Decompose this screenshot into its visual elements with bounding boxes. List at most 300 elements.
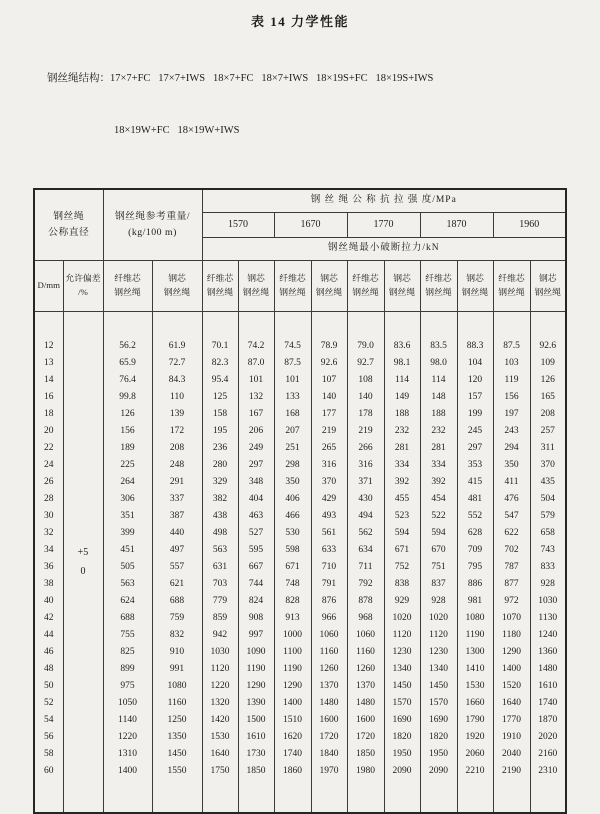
value-cell: 624 xyxy=(103,592,152,609)
value-cell: 981 xyxy=(457,592,493,609)
value-cell: 392 xyxy=(420,473,457,490)
table-row xyxy=(34,694,566,711)
value-cell: 249 xyxy=(238,439,274,456)
value-cell: 297 xyxy=(457,439,493,456)
diameter-cell: 44 xyxy=(34,626,63,643)
value-cell: 2210 xyxy=(457,762,493,779)
header-diameter-group-line2: 公称直径 xyxy=(35,225,103,240)
value-cell: 1220 xyxy=(103,728,152,745)
value-cell: 1290 xyxy=(238,677,274,694)
value-cell: 208 xyxy=(152,439,202,456)
empty-cell xyxy=(152,779,202,813)
value-cell: 1480 xyxy=(311,694,347,711)
diameter-cell: 14 xyxy=(34,371,63,388)
value-cell: 108 xyxy=(347,371,384,388)
value-cell: 1400 xyxy=(103,762,152,779)
diameter-cell: 50 xyxy=(34,677,63,694)
value-cell: 1090 xyxy=(238,643,274,660)
value-cell: 667 xyxy=(238,558,274,575)
value-cell: 114 xyxy=(420,371,457,388)
value-cell: 779 xyxy=(202,592,238,609)
value-cell: 671 xyxy=(274,558,311,575)
empty-cell xyxy=(420,311,457,337)
value-cell: 311 xyxy=(530,439,566,456)
empty-cell xyxy=(274,779,311,813)
value-cell: 1160 xyxy=(152,694,202,711)
value-cell: 266 xyxy=(347,439,384,456)
value-cell: 563 xyxy=(103,575,152,592)
value-cell: 2310 xyxy=(530,762,566,779)
value-cell: 1160 xyxy=(311,643,347,660)
value-cell: 1340 xyxy=(420,660,457,677)
value-cell: 158 xyxy=(202,405,238,422)
value-cell: 1970 xyxy=(311,762,347,779)
fiber-core-header: 纤维芯 钢丝绳 xyxy=(103,260,152,311)
diameter-cell: 30 xyxy=(34,507,63,524)
value-cell: 579 xyxy=(530,507,566,524)
value-cell: 1060 xyxy=(311,626,347,643)
value-cell: 710 xyxy=(311,558,347,575)
rope-structure-line2: 18×19W+FC 18×19W+IWS xyxy=(114,122,600,139)
mechanical-properties-table xyxy=(33,188,567,814)
value-cell: 103 xyxy=(493,354,530,371)
diameter-cell: 18 xyxy=(34,405,63,422)
table-row xyxy=(34,643,566,660)
value-cell: 929 xyxy=(384,592,420,609)
header-diameter-group-line1: 钢丝绳 xyxy=(35,209,103,224)
value-cell: 65.9 xyxy=(103,354,152,371)
value-cell: 206 xyxy=(238,422,274,439)
diameter-cell: 56 xyxy=(34,728,63,745)
value-cell: 99.8 xyxy=(103,388,152,405)
empty-cell xyxy=(457,779,493,813)
value-cell: 1530 xyxy=(202,728,238,745)
rope-structure-note xyxy=(47,35,600,174)
value-cell: 2160 xyxy=(530,745,566,762)
table-row xyxy=(34,473,566,490)
strength-value-header: 1570 xyxy=(202,212,274,237)
value-cell: 70.1 xyxy=(202,337,238,354)
value-cell: 1740 xyxy=(274,745,311,762)
steel-core-header: 钢芯 钢丝绳 xyxy=(530,260,566,311)
value-cell: 140 xyxy=(347,388,384,405)
table-row xyxy=(34,439,566,456)
value-cell: 1260 xyxy=(311,660,347,677)
value-cell: 133 xyxy=(274,388,311,405)
value-cell: 1390 xyxy=(238,694,274,711)
empty-cell xyxy=(530,779,566,813)
value-cell: 530 xyxy=(274,524,311,541)
header-weight-group-line2: (kg/100 m) xyxy=(104,225,202,240)
value-cell: 74.2 xyxy=(238,337,274,354)
value-cell: 1620 xyxy=(274,728,311,745)
value-cell: 752 xyxy=(384,558,420,575)
steel-core-header: 钢芯 钢丝绳 xyxy=(311,260,347,311)
value-cell: 748 xyxy=(274,575,311,592)
value-cell: 95.4 xyxy=(202,371,238,388)
value-cell: 795 xyxy=(457,558,493,575)
value-cell: 688 xyxy=(152,592,202,609)
value-cell: 316 xyxy=(311,456,347,473)
table-row xyxy=(34,660,566,677)
value-cell: 832 xyxy=(152,626,202,643)
value-cell: 1140 xyxy=(103,711,152,728)
value-cell: 291 xyxy=(152,473,202,490)
empty-cell xyxy=(311,779,347,813)
value-cell: 125 xyxy=(202,388,238,405)
empty-cell xyxy=(238,311,274,337)
table-row xyxy=(34,371,566,388)
value-cell: 876 xyxy=(311,592,347,609)
empty-cell xyxy=(420,779,457,813)
value-cell: 968 xyxy=(347,609,384,626)
value-cell: 1230 xyxy=(420,643,457,660)
value-cell: 298 xyxy=(274,456,311,473)
value-cell: 522 xyxy=(420,507,457,524)
table-row xyxy=(34,388,566,405)
tolerance-value-cell: +5 0 xyxy=(63,311,103,813)
value-cell: 455 xyxy=(384,490,420,507)
value-cell: 561 xyxy=(311,524,347,541)
value-cell: 1450 xyxy=(152,745,202,762)
diameter-cell: 54 xyxy=(34,711,63,728)
value-cell: 371 xyxy=(347,473,384,490)
value-cell: 61.9 xyxy=(152,337,202,354)
value-cell: 670 xyxy=(420,541,457,558)
value-cell: 281 xyxy=(420,439,457,456)
diameter-cell: 13 xyxy=(34,354,63,371)
value-cell: 751 xyxy=(420,558,457,575)
strength-value-header: 1870 xyxy=(420,212,493,237)
value-cell: 557 xyxy=(152,558,202,575)
value-cell: 110 xyxy=(152,388,202,405)
header-strength-group: 钢 丝 绳 公 称 抗 拉 强 度/MPa xyxy=(202,189,566,213)
empty-cell xyxy=(274,311,311,337)
value-cell: 294 xyxy=(493,439,530,456)
value-cell: 1480 xyxy=(347,694,384,711)
value-cell: 1480 xyxy=(530,660,566,677)
value-cell: 1610 xyxy=(238,728,274,745)
value-cell: 1720 xyxy=(347,728,384,745)
value-cell: 1840 xyxy=(311,745,347,762)
empty-cell xyxy=(34,779,63,813)
rope-structure-line1 xyxy=(47,70,600,87)
value-cell: 547 xyxy=(493,507,530,524)
value-cell: 833 xyxy=(530,558,566,575)
value-cell: 1950 xyxy=(384,745,420,762)
value-cell: 828 xyxy=(274,592,311,609)
value-cell: 370 xyxy=(311,473,347,490)
value-cell: 232 xyxy=(420,422,457,439)
table-row xyxy=(34,558,566,575)
value-cell: 1020 xyxy=(384,609,420,626)
value-cell: 1660 xyxy=(457,694,493,711)
value-cell: 177 xyxy=(311,405,347,422)
diameter-cell: 40 xyxy=(34,592,63,609)
table-row xyxy=(34,575,566,592)
value-cell: 966 xyxy=(311,609,347,626)
table-row xyxy=(34,711,566,728)
value-cell: 243 xyxy=(493,422,530,439)
value-cell: 101 xyxy=(238,371,274,388)
strength-value-header: 1770 xyxy=(347,212,420,237)
value-cell: 404 xyxy=(238,490,274,507)
value-cell: 195 xyxy=(202,422,238,439)
value-cell: 148 xyxy=(420,388,457,405)
value-cell: 759 xyxy=(152,609,202,626)
diameter-cell: 34 xyxy=(34,541,63,558)
value-cell: 658 xyxy=(530,524,566,541)
value-cell: 1250 xyxy=(152,711,202,728)
value-cell: 991 xyxy=(152,660,202,677)
value-cell: 350 xyxy=(274,473,311,490)
value-cell: 370 xyxy=(530,456,566,473)
value-cell: 942 xyxy=(202,626,238,643)
value-cell: 838 xyxy=(384,575,420,592)
diameter-cell: 12 xyxy=(34,337,63,354)
value-cell: 1400 xyxy=(274,694,311,711)
empty-cell xyxy=(347,779,384,813)
value-cell: 1750 xyxy=(202,762,238,779)
value-cell: 264 xyxy=(103,473,152,490)
value-cell: 348 xyxy=(238,473,274,490)
value-cell: 1320 xyxy=(202,694,238,711)
value-cell: 251 xyxy=(274,439,311,456)
empty-cell xyxy=(34,311,63,337)
value-cell: 126 xyxy=(103,405,152,422)
value-cell: 1730 xyxy=(238,745,274,762)
value-cell: 219 xyxy=(347,422,384,439)
value-cell: 88.3 xyxy=(457,337,493,354)
table-row xyxy=(34,354,566,371)
diameter-cell: 28 xyxy=(34,490,63,507)
value-cell: 149 xyxy=(384,388,420,405)
value-cell: 1290 xyxy=(274,677,311,694)
diameter-cell: 16 xyxy=(34,388,63,405)
value-cell: 1160 xyxy=(347,643,384,660)
value-cell: 316 xyxy=(347,456,384,473)
diameter-cell: 22 xyxy=(34,439,63,456)
empty-cell xyxy=(103,311,152,337)
value-cell: 594 xyxy=(384,524,420,541)
value-cell: 207 xyxy=(274,422,311,439)
value-cell: 1120 xyxy=(384,626,420,643)
value-cell: 415 xyxy=(457,473,493,490)
value-cell: 498 xyxy=(202,524,238,541)
value-cell: 2060 xyxy=(457,745,493,762)
steel-core-header: 钢芯 钢丝绳 xyxy=(152,260,202,311)
value-cell: 552 xyxy=(457,507,493,524)
spacer-row xyxy=(34,779,566,813)
value-cell: 281 xyxy=(384,439,420,456)
value-cell: 334 xyxy=(420,456,457,473)
value-cell: 1310 xyxy=(103,745,152,762)
steel-core-header: 钢芯 钢丝绳 xyxy=(238,260,274,311)
value-cell: 1060 xyxy=(347,626,384,643)
value-cell: 1410 xyxy=(457,660,493,677)
diameter-column-header: D/mm xyxy=(34,260,63,311)
value-cell: 899 xyxy=(103,660,152,677)
value-cell: 1600 xyxy=(347,711,384,728)
value-cell: 438 xyxy=(202,507,238,524)
value-cell: 334 xyxy=(384,456,420,473)
value-cell: 1820 xyxy=(420,728,457,745)
value-cell: 387 xyxy=(152,507,202,524)
value-cell: 114 xyxy=(384,371,420,388)
value-cell: 1350 xyxy=(152,728,202,745)
value-cell: 1130 xyxy=(530,609,566,626)
value-cell: 824 xyxy=(238,592,274,609)
value-cell: 79.0 xyxy=(347,337,384,354)
value-cell: 1190 xyxy=(238,660,274,677)
empty-cell xyxy=(103,779,152,813)
table-row xyxy=(34,524,566,541)
value-cell: 1450 xyxy=(384,677,420,694)
empty-cell xyxy=(530,311,566,337)
value-cell: 562 xyxy=(347,524,384,541)
value-cell: 232 xyxy=(384,422,420,439)
value-cell: 219 xyxy=(311,422,347,439)
value-cell: 76.4 xyxy=(103,371,152,388)
header-diameter-group xyxy=(34,189,103,261)
value-cell: 1850 xyxy=(347,745,384,762)
value-cell: 1120 xyxy=(420,626,457,643)
value-cell: 877 xyxy=(493,575,530,592)
empty-cell xyxy=(238,779,274,813)
value-cell: 886 xyxy=(457,575,493,592)
value-cell: 1570 xyxy=(420,694,457,711)
value-cell: 621 xyxy=(152,575,202,592)
value-cell: 628 xyxy=(457,524,493,541)
value-cell: 1600 xyxy=(311,711,347,728)
table-row xyxy=(34,456,566,473)
value-cell: 165 xyxy=(530,388,566,405)
value-cell: 504 xyxy=(530,490,566,507)
value-cell: 429 xyxy=(311,490,347,507)
value-cell: 120 xyxy=(457,371,493,388)
value-cell: 1340 xyxy=(384,660,420,677)
value-cell: 83.5 xyxy=(420,337,457,354)
value-cell: 2020 xyxy=(530,728,566,745)
value-cell: 1770 xyxy=(493,711,530,728)
empty-cell xyxy=(384,311,420,337)
value-cell: 87.0 xyxy=(238,354,274,371)
value-cell: 392 xyxy=(384,473,420,490)
column-subheader-row xyxy=(34,260,566,311)
value-cell: 787 xyxy=(493,558,530,575)
value-cell: 225 xyxy=(103,456,152,473)
value-cell: 1030 xyxy=(530,592,566,609)
value-cell: 107 xyxy=(311,371,347,388)
value-cell: 83.6 xyxy=(384,337,420,354)
value-cell: 280 xyxy=(202,456,238,473)
diameter-cell: 48 xyxy=(34,660,63,677)
value-cell: 1550 xyxy=(152,762,202,779)
value-cell: 1570 xyxy=(384,694,420,711)
value-cell: 337 xyxy=(152,490,202,507)
value-cell: 1020 xyxy=(420,609,457,626)
value-cell: 98.0 xyxy=(420,354,457,371)
steel-core-header: 钢芯 钢丝绳 xyxy=(457,260,493,311)
value-cell: 1500 xyxy=(238,711,274,728)
empty-cell xyxy=(493,779,530,813)
value-cell: 157 xyxy=(457,388,493,405)
value-cell: 975 xyxy=(103,677,152,694)
tolerance-column-header: 允许偏差 /% xyxy=(63,260,103,311)
value-cell: 1290 xyxy=(493,643,530,660)
rope-structure-values: 17×7+FC 17×7+IWS 18×7+FC 18×7+IWS 18×19S+FC 18×19S+IWS xyxy=(110,73,433,84)
table-row xyxy=(34,422,566,439)
value-cell: 265 xyxy=(311,439,347,456)
table-row xyxy=(34,609,566,626)
fiber-core-header: 纤维芯 钢丝绳 xyxy=(420,260,457,311)
header-breaking-force: 钢丝绳最小破断拉力/kN xyxy=(202,237,566,260)
value-cell: 78.9 xyxy=(311,337,347,354)
value-cell: 494 xyxy=(347,507,384,524)
value-cell: 1190 xyxy=(274,660,311,677)
empty-cell xyxy=(347,311,384,337)
table-row xyxy=(34,677,566,694)
fiber-core-header: 纤维芯 钢丝绳 xyxy=(493,260,530,311)
diameter-cell: 38 xyxy=(34,575,63,592)
value-cell: 1120 xyxy=(202,660,238,677)
diameter-cell: 24 xyxy=(34,456,63,473)
value-cell: 1640 xyxy=(202,745,238,762)
value-cell: 792 xyxy=(347,575,384,592)
value-cell: 56.2 xyxy=(103,337,152,354)
value-cell: 1050 xyxy=(103,694,152,711)
value-cell: 72.7 xyxy=(152,354,202,371)
value-cell: 188 xyxy=(420,405,457,422)
value-cell: 1080 xyxy=(152,677,202,694)
value-cell: 859 xyxy=(202,609,238,626)
value-cell: 156 xyxy=(103,422,152,439)
value-cell: 1100 xyxy=(274,643,311,660)
value-cell: 744 xyxy=(238,575,274,592)
value-cell: 1370 xyxy=(311,677,347,694)
value-cell: 493 xyxy=(311,507,347,524)
diameter-cell: 32 xyxy=(34,524,63,541)
value-cell: 463 xyxy=(238,507,274,524)
value-cell: 1690 xyxy=(420,711,457,728)
value-cell: 109 xyxy=(530,354,566,371)
value-cell: 1080 xyxy=(457,609,493,626)
value-cell: 132 xyxy=(238,388,274,405)
fiber-core-header: 纤维芯 钢丝绳 xyxy=(202,260,238,311)
steel-core-header: 钢芯 钢丝绳 xyxy=(384,260,420,311)
value-cell: 156 xyxy=(493,388,530,405)
table-row xyxy=(34,405,566,422)
value-cell: 1240 xyxy=(530,626,566,643)
value-cell: 1640 xyxy=(493,694,530,711)
value-cell: 101 xyxy=(274,371,311,388)
value-cell: 2090 xyxy=(384,762,420,779)
value-cell: 454 xyxy=(420,490,457,507)
value-cell: 440 xyxy=(152,524,202,541)
fiber-core-header: 纤维芯 钢丝绳 xyxy=(274,260,311,311)
value-cell: 791 xyxy=(311,575,347,592)
table-row xyxy=(34,507,566,524)
value-cell: 1720 xyxy=(311,728,347,745)
header-weight-group xyxy=(103,189,202,261)
value-cell: 98.1 xyxy=(384,354,420,371)
empty-cell xyxy=(152,311,202,337)
header-weight-group-line1: 钢丝绳参考重量/ xyxy=(104,209,202,224)
value-cell: 172 xyxy=(152,422,202,439)
empty-cell xyxy=(202,311,238,337)
value-cell: 1820 xyxy=(384,728,420,745)
value-cell: 188 xyxy=(384,405,420,422)
